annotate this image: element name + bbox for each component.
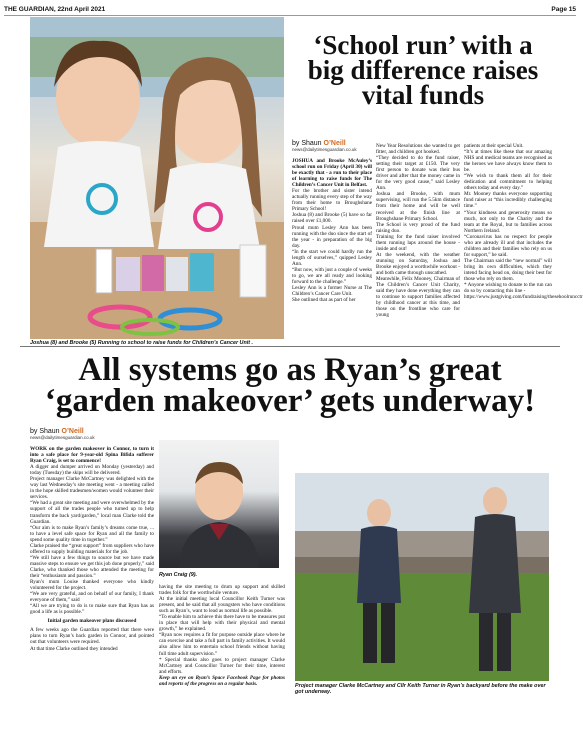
garden-photo-caption: Project manager Clarke McCartney and Cllr Keith Turner in Ryan’s backyard before the make over got underway. [295, 683, 546, 696]
paragraph: having the site meeting to drum up support and skilled trades folk for the worthwhile venture. [159, 584, 285, 597]
paragraph: At that time Clarke outlined they intended [30, 645, 118, 652]
paragraph: “Our aim is to make Ryan’s family’s dreams come true, ... to have a level safe space for Ryan and all the family to spend some quality time in together.” [30, 524, 154, 543]
paragraph: “Coronavirus has no respect for people who are already ill and that includes the children and their families who rely on us for support,” he said. [464, 233, 552, 258]
paragraph: Joshua (8) and Brooke (5) have so far raised over £1,000. [292, 212, 372, 225]
paragraph: Clarke praised the “great support” from suppliers who have offered to supply building materials for the job. [30, 542, 154, 555]
page-number: Page 15 [551, 5, 576, 13]
paragraph: “We are very grateful, and on behalf of our family, I thank everyone of them,” said [30, 591, 154, 604]
paragraph: Joshua and Brooke, with mum supervising, will run the 5.5km distance from their home and will be well received at the finish line at Broughshane Primary School. [376, 191, 460, 222]
children-photo [30, 17, 284, 339]
paragraph: Mr. Mooney thanks everyone supporting fund raiser at “this incredibly challenging time.” [464, 191, 552, 210]
paragraph: “We had a great site meeting and were overwhelmed by the support of all the trades people who turned up to help transform the back yard/garden,” local man Clarke told the Guardian. [30, 500, 154, 525]
paragraph: “We still have a few things to source but we have made massive steps to ensure we get this job done properly,” said Clarke, who thanked those who attended the meeting for their “enthusiasm and passion.” [30, 554, 154, 579]
story2-column-1 [30, 446, 154, 728]
paragraph: For the brother and sister intend actually running every step of the way from their home to Broughshane Primary School! [292, 188, 372, 213]
paragraph: “We wish to thank them all for their dedication and commitment to helping others today and every day.” [464, 173, 552, 192]
paragraph: Proud mum Lesley Ann has been running with the duo since the start of the year - in preparation of the big day. [292, 224, 372, 249]
story2-byline: by Shaun O’Neill news@dailytimesguardian.co.uk [30, 428, 95, 440]
paragraph: WORK on the garden makeover in Connor, to turn it into a safe place for 9-year-old Spina Bifida sufferer Ryan Craig, is set to commence! [30, 446, 154, 465]
paragraph: The School is very proud of the fund raising duo. [376, 221, 460, 234]
paragraph: At the weekend, with the weather stunning on Saturday, Joshua and Brooke enjoyed a worthwhile workout - and both came through unscathed. [376, 251, 460, 276]
paragraph: “To enable him to achieve this there have to be measures put in place that will help with their physical and mental growth,” he explained. [159, 614, 285, 633]
paragraph: A digger and dumper arrived on Monday (yesterday) and today (Tuesday) the skips will be delivered. [30, 464, 154, 477]
paragraph: https://www.justgiving.com/fundraising/thesehoolruncctr [464, 294, 583, 301]
page-header [4, 3, 576, 16]
story2-column-2 [159, 584, 285, 732]
ryan-photo [159, 440, 279, 568]
paragraph: “In the start we could hardly run the length of ourselves,” quipped Lesley Ann. [292, 248, 372, 267]
paragraph: “It’s at times like these that our amazing NHS and medical teams are recognised as the heroes we have always know them to be. [464, 149, 552, 174]
paragraph: JOSHUA and Brooke McAuley’s school run on Friday (April 30) will be exactly that - a run to their place of learning to raise funds for The Children’s Cancer Unit in Belfast. [292, 158, 372, 189]
paragraph: She outlined that as part of her [292, 297, 356, 304]
paragraph: New Year Resolutions she wanted to get fitter, and children got hooked. [376, 143, 460, 156]
paragraph: Ryan’s mum Louise thanked everyone who kindly volunteered for the project. [30, 579, 154, 592]
paragraph: patients at their special Unit. [464, 143, 524, 149]
paragraph: The Chairman said the “new normal” will bring its own difficulties, which they intend facing head on, doing their best for those who rely on them. [464, 257, 552, 283]
story1-column-3 [464, 143, 583, 338]
paragraph: “They decided to do the fund raiser, setting their target at £150. The very first person to donate was their bus driver and after that the money came in for the very good cause,” said Lesley Ann. [376, 155, 460, 192]
paragraph: “Ryan now requires a fit for purpose outside place where he can exercise and take a full part in family activities. It would also allow him to entertain school friends without having full time adult supervision.” [159, 632, 285, 657]
story2-headline: All systems go as Ryan’s great ‘garden makeover’ gets underway! [44, 352, 536, 419]
story1-column-1 [292, 158, 372, 338]
section-divider [20, 346, 560, 347]
story1-byline: by Shaun O’Neill news@dailytimesguardian.co.uk [292, 140, 357, 152]
paragraph: A few weeks ago the Guardian reported that there were plans to turn Ryan’s back garden in Connor, and pointed out that volunteers were required. [30, 627, 154, 646]
paragraph: “All we are trying to do is to make sure that Ryan has as good a life as is possible.” [30, 603, 154, 616]
paragraph: “Your kindness and generosity means so much, not only to the Charity and the team at the Royal, but to families across Northern Ireland. [464, 209, 552, 234]
children-photo-caption: Joshua (8) and Brooke (5) Running to school to raise funds for Children’s Cancer Unit . [30, 340, 254, 346]
paragraph: Lesley Ann is a former Nurse at The Children’s Cancer Care Unit. [292, 284, 372, 298]
garden-photo [295, 473, 549, 681]
paragraph: “But now, with just a couple of weeks to go, we are all ready and looking forward to the challenge.” [292, 266, 372, 285]
story1-headline: ‘School run’ with a big difference raises vital funds [307, 30, 539, 110]
paragraph: * Anyone wishing to donate to the run can do so by contacting this line - [464, 282, 552, 295]
paper-date: THE GUARDIAN, 22nd April 2021 [4, 5, 106, 13]
ryan-photo-caption: Ryan Craig (9). [159, 572, 198, 578]
paragraph: Initial garden makeover plans discussed [47, 618, 137, 625]
paragraph: Meanwhile, Felix Mooney, Chairman of The Children’s Cancer Unit Charity, said they have done everything they can to continue to support families affected by childhood cancer at this time, and those on the frontline who care for young [376, 276, 460, 319]
paragraph: Project manager Clarke McCartney was delighted with the way last Wednesday’s site meeting went - a meeting called in the hope skilled tradesmen/women would volunteer their services. [30, 476, 154, 501]
paragraph: * Special thanks also goes to project manager Clarke McCartney and Councillor Turner for their time, interest and efforts. [159, 656, 285, 675]
story1-column-2 [376, 143, 460, 338]
paragraph: Training for the fund raiser involved them running laps around the house - inside and out! [376, 233, 460, 252]
paragraph: Keep an eye on Ryan’s Space Facebook Page for photos and reports of the progress on a regular basis. [159, 674, 285, 687]
paragraph: At the initial meeting local Councillor Keith Turner was present, and he said that all youngsters who have conditions such as Ryan’s, want to lead as normal life as possible. [159, 596, 285, 615]
